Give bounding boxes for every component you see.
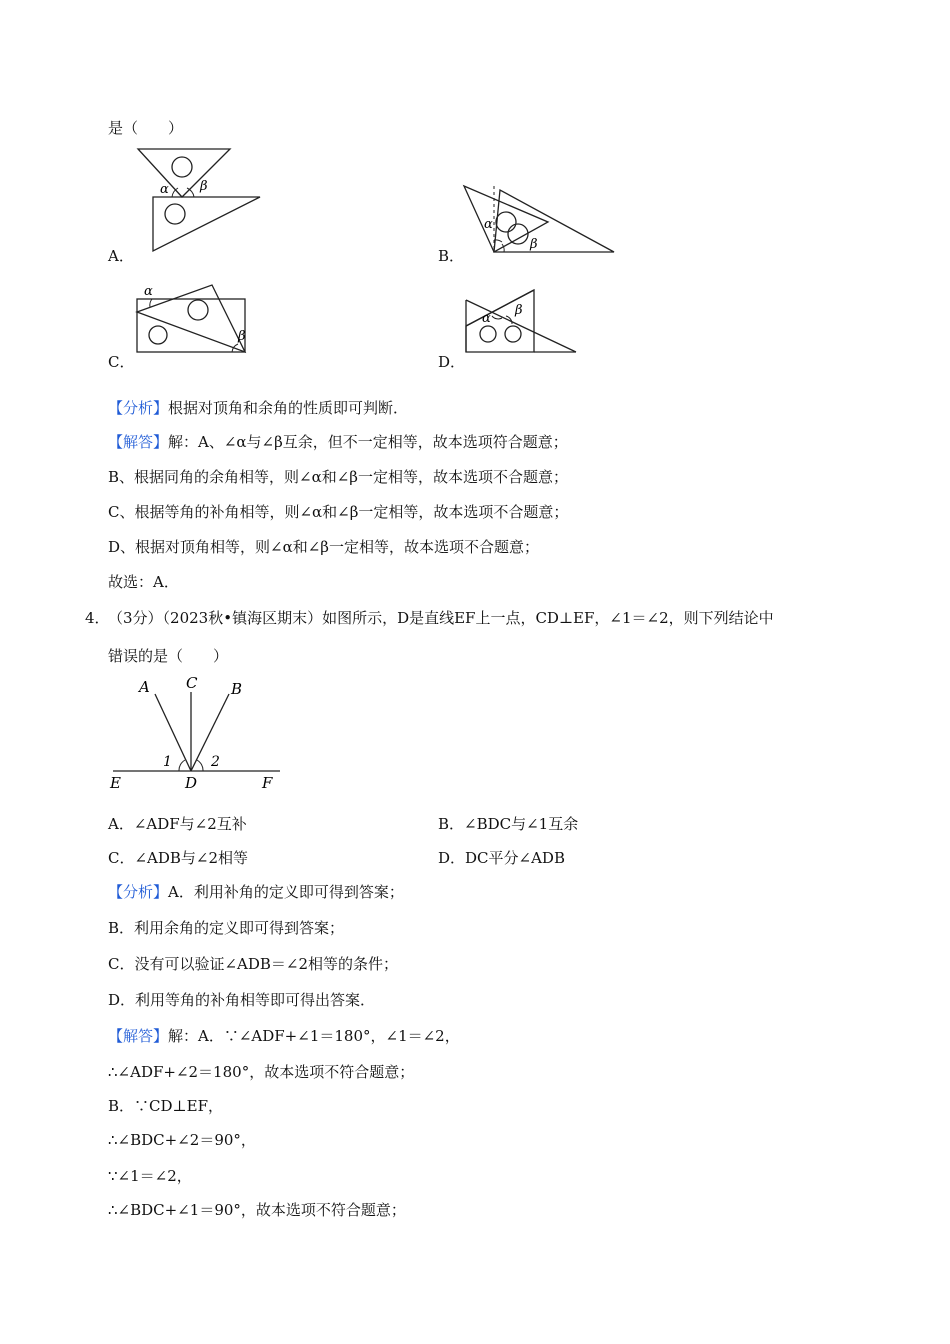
alpha-label: α	[482, 311, 491, 326]
point-c-label: C	[186, 674, 198, 692]
point-a-label: A	[139, 678, 150, 696]
q3-option-a: A．	[108, 247, 134, 265]
beta-label: β	[530, 237, 538, 252]
angle-2-label: 2	[211, 754, 220, 770]
point-f-label: F	[262, 774, 273, 792]
q4-option-a: A．∠ADF与∠2互补	[108, 815, 247, 833]
beta-label: β	[238, 329, 246, 344]
q3-answer-line: 故选：A．	[108, 573, 179, 591]
q4-solution-line: B．∵CD⊥EF，	[108, 1097, 223, 1115]
q4-solution-line: ∴∠BDC+∠1＝90°，故本选项不符合题意；	[108, 1201, 406, 1219]
angle-1-label: 1	[163, 754, 172, 770]
q4-solution-line: ∵∠1＝∠2，	[108, 1167, 192, 1185]
analysis-text: 根据对顶角和余角的性质即可判断．	[168, 399, 409, 417]
q4-option-d: D．DC平分∠ADB	[438, 849, 565, 867]
q3-figure-c	[132, 282, 252, 357]
q3-option-c: C．	[108, 353, 135, 371]
q3-analysis	[108, 398, 408, 418]
q4-solution-line	[108, 1026, 460, 1046]
alpha-label: α	[144, 284, 153, 299]
solution-text: 解：A、∠α与∠β互余，但不一定相等，故本选项符合题意；	[168, 433, 568, 451]
q3-solution-line: B、根据同角的余角相等，则∠α和∠β一定相等，故本选项不合题意；	[108, 468, 568, 486]
solution-text: 解：A．∵∠ADF+∠1＝180°，∠1＝∠2，	[168, 1027, 460, 1045]
point-b-label: B	[231, 680, 243, 698]
alpha-label: α	[160, 182, 169, 197]
q3-stem-tail: 是（ ）	[108, 119, 184, 137]
q4-stem-line: （3分）（2023秋•镇海区期末）如图所示，D是直线EF上一点，CD⊥EF，∠1＝∠2，则下列结论中	[108, 609, 774, 627]
analysis-text: A．利用补角的定义即可得到答案；	[168, 883, 404, 901]
q3-figure-a	[130, 145, 270, 255]
q4-solution-line: ∴∠BDC+∠2＝90°，	[108, 1131, 256, 1149]
beta-label: β	[515, 303, 523, 318]
q4-analysis-line: B．利用余角的定义即可得到答案；	[108, 919, 345, 937]
q3-option-d: D．	[438, 353, 466, 371]
q4-figure	[105, 672, 290, 794]
analysis-tag: 【分析】	[108, 883, 169, 901]
point-e-label: E	[110, 774, 121, 792]
q3-solution-line: C、根据等角的补角相等，则∠α和∠β一定相等，故本选项不合题意；	[108, 503, 569, 521]
q4-stem-line: 错误的是（ ）	[108, 647, 229, 665]
q4-analysis-line: C．没有可以验证∠ADB＝∠2相等的条件；	[108, 955, 399, 973]
beta-label: β	[200, 179, 208, 194]
q3-figure-b	[460, 182, 620, 257]
q3-option-b: B．	[438, 247, 465, 265]
solution-tag: 【解答】	[108, 433, 169, 451]
q4-analysis-line	[108, 882, 404, 902]
q3-figure-d	[462, 286, 582, 358]
alpha-label: α	[484, 217, 493, 232]
q4-option-b: B．∠BDC与∠1互余	[438, 815, 579, 833]
q4-solution-line: ∴∠ADF+∠2＝180°，故本选项不符合题意；	[108, 1063, 415, 1081]
point-d-label: D	[185, 774, 198, 792]
solution-tag: 【解答】	[108, 1027, 169, 1045]
q4-option-c: C．∠ADB与∠2相等	[108, 849, 249, 867]
q4-number: 4．	[85, 609, 110, 627]
q3-solution-line: D、根据对顶角相等，则∠α和∠β一定相等，故本选项不合题意；	[108, 538, 539, 556]
q3-solution-line	[108, 432, 568, 452]
q4-analysis-line: D．利用等角的补角相等即可得出答案．	[108, 991, 376, 1009]
analysis-tag: 【分析】	[108, 399, 169, 417]
